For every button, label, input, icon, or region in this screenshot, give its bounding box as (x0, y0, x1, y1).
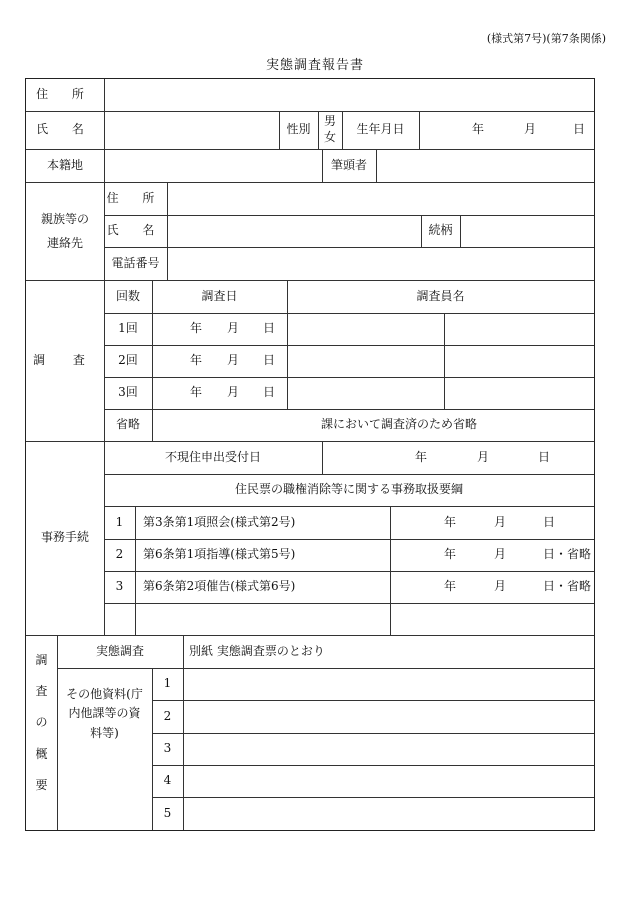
guideline-title: 住民票の職権消除等に関する事務取扱要綱 (234, 482, 463, 497)
field-survey-label: 実態調査 (95, 643, 144, 658)
procedure-no-3: 3 (115, 579, 124, 594)
material-no-5: 5 (163, 805, 172, 820)
address-label: 住 所 (36, 87, 94, 102)
column-divider (390, 506, 391, 635)
summary-char-5: 要 (35, 777, 48, 792)
relatives-label-line2: 連絡先 (46, 236, 83, 250)
procedure-no-2: 2 (115, 547, 124, 562)
gender-label: 性別 (286, 122, 311, 137)
round2-month-label: 月 (226, 353, 239, 368)
row-divider (26, 149, 594, 150)
round1-day-label: 日 (262, 321, 275, 336)
absence-notice-label: 不現住申出受付日 (164, 449, 261, 464)
name-label: 氏 名 (36, 122, 94, 137)
row-divider (152, 733, 594, 734)
column-divider (376, 149, 377, 182)
row-divider (152, 765, 594, 766)
birth-year-label: 年 (471, 122, 484, 137)
other-materials-line3: 料等) (90, 725, 119, 740)
row-divider (104, 377, 594, 378)
form-reference: (様式第7号)(第7条関係) (486, 32, 606, 45)
summary-char-2: 査 (35, 684, 48, 699)
procedure-no-1: 1 (115, 514, 124, 529)
other-materials-line1: その他資料(庁 (66, 687, 143, 702)
row-divider (152, 797, 594, 798)
column-divider (460, 215, 461, 247)
proc2-month-label: 月 (493, 547, 506, 562)
row-divider (152, 700, 594, 701)
procedures-label: 事務手続 (40, 530, 89, 545)
gender-female: 女 (323, 130, 336, 144)
relationship-label: 続柄 (428, 223, 453, 238)
other-materials-line2: 内他課等の資 (68, 706, 141, 721)
summary-char-1: 調 (35, 653, 48, 667)
survey-round-2: 2回 (118, 353, 138, 368)
relative-address-label: 住 所 (106, 190, 165, 205)
row-divider (104, 345, 594, 346)
row-divider (57, 668, 594, 669)
procedure-text-1: 第3条第1項照会(様式第2号) (143, 514, 296, 529)
notice-year-label: 年 (414, 449, 427, 464)
proc1-day-label: 日 (543, 514, 556, 529)
round3-month-label: 月 (226, 385, 239, 400)
material-no-4: 4 (163, 773, 172, 788)
row-divider (104, 247, 594, 248)
gender-male: 男 (323, 114, 336, 129)
birth-month-label: 月 (523, 122, 536, 137)
summary-char-3: の (35, 715, 48, 730)
survey-round-1: 1回 (118, 321, 138, 336)
column-divider (322, 441, 323, 474)
row-divider (104, 313, 594, 314)
survey-date-header: 調査日 (201, 288, 238, 303)
survey-label: 調 査 (33, 352, 97, 367)
relatives-label (26, 182, 104, 280)
summary-char-4: 概 (35, 746, 48, 761)
proc3-year-label: 年 (443, 579, 456, 594)
survey-round-3: 3回 (118, 385, 138, 400)
birth-day-label: 日 (572, 122, 585, 137)
material-no-3: 3 (163, 741, 172, 756)
proc1-month-label: 月 (493, 514, 506, 529)
report-form (25, 78, 595, 831)
notice-day-label: 日 (537, 449, 550, 464)
phone-label: 電話番号 (111, 255, 160, 270)
gender-options[interactable] (318, 111, 342, 149)
proc2-day-label: 日・省略 (543, 547, 592, 562)
proc3-day-label: 日・省略 (543, 579, 592, 594)
column-divider (167, 182, 168, 280)
material-no-2: 2 (163, 708, 172, 723)
other-materials-label (57, 679, 152, 749)
survey-count-header: 回数 (115, 288, 140, 303)
round2-day-label: 日 (262, 353, 275, 368)
relative-name-label: 氏 名 (106, 223, 165, 238)
round3-day-label: 日 (262, 385, 275, 400)
proc1-year-label: 年 (443, 514, 456, 529)
round1-year-label: 年 (189, 321, 202, 336)
proc2-year-label: 年 (443, 547, 456, 562)
row-divider (104, 603, 594, 604)
column-divider (419, 111, 420, 149)
column-divider (444, 313, 445, 409)
round2-year-label: 年 (189, 353, 202, 368)
page-title: 実態調査報告書 (265, 58, 364, 73)
procedure-text-2: 第6条第1項指導(様式第5号) (143, 547, 296, 562)
survey-omitted-label: 省略 (115, 417, 140, 432)
round1-month-label: 月 (226, 321, 239, 336)
column-divider (183, 668, 184, 830)
proc3-month-label: 月 (493, 579, 506, 594)
domicile-label: 本籍地 (46, 157, 83, 172)
relatives-label-line1: 親族等の (40, 212, 89, 226)
birthdate-label: 生年月日 (356, 122, 405, 137)
material-no-1: 1 (163, 676, 172, 691)
row-divider (104, 215, 594, 216)
household-head-label: 筆頭者 (330, 157, 367, 172)
summary-label (26, 635, 57, 830)
notice-month-label: 月 (476, 449, 489, 464)
surveyor-header: 調査員名 (416, 288, 465, 303)
procedure-text-3: 第6条第2項催告(様式第6号) (143, 579, 296, 594)
survey-omitted-text: 課において調査済のため省略 (320, 417, 477, 432)
field-survey-text: 別紙 実態調査票のとおり (189, 643, 325, 658)
round3-year-label: 年 (189, 385, 202, 400)
